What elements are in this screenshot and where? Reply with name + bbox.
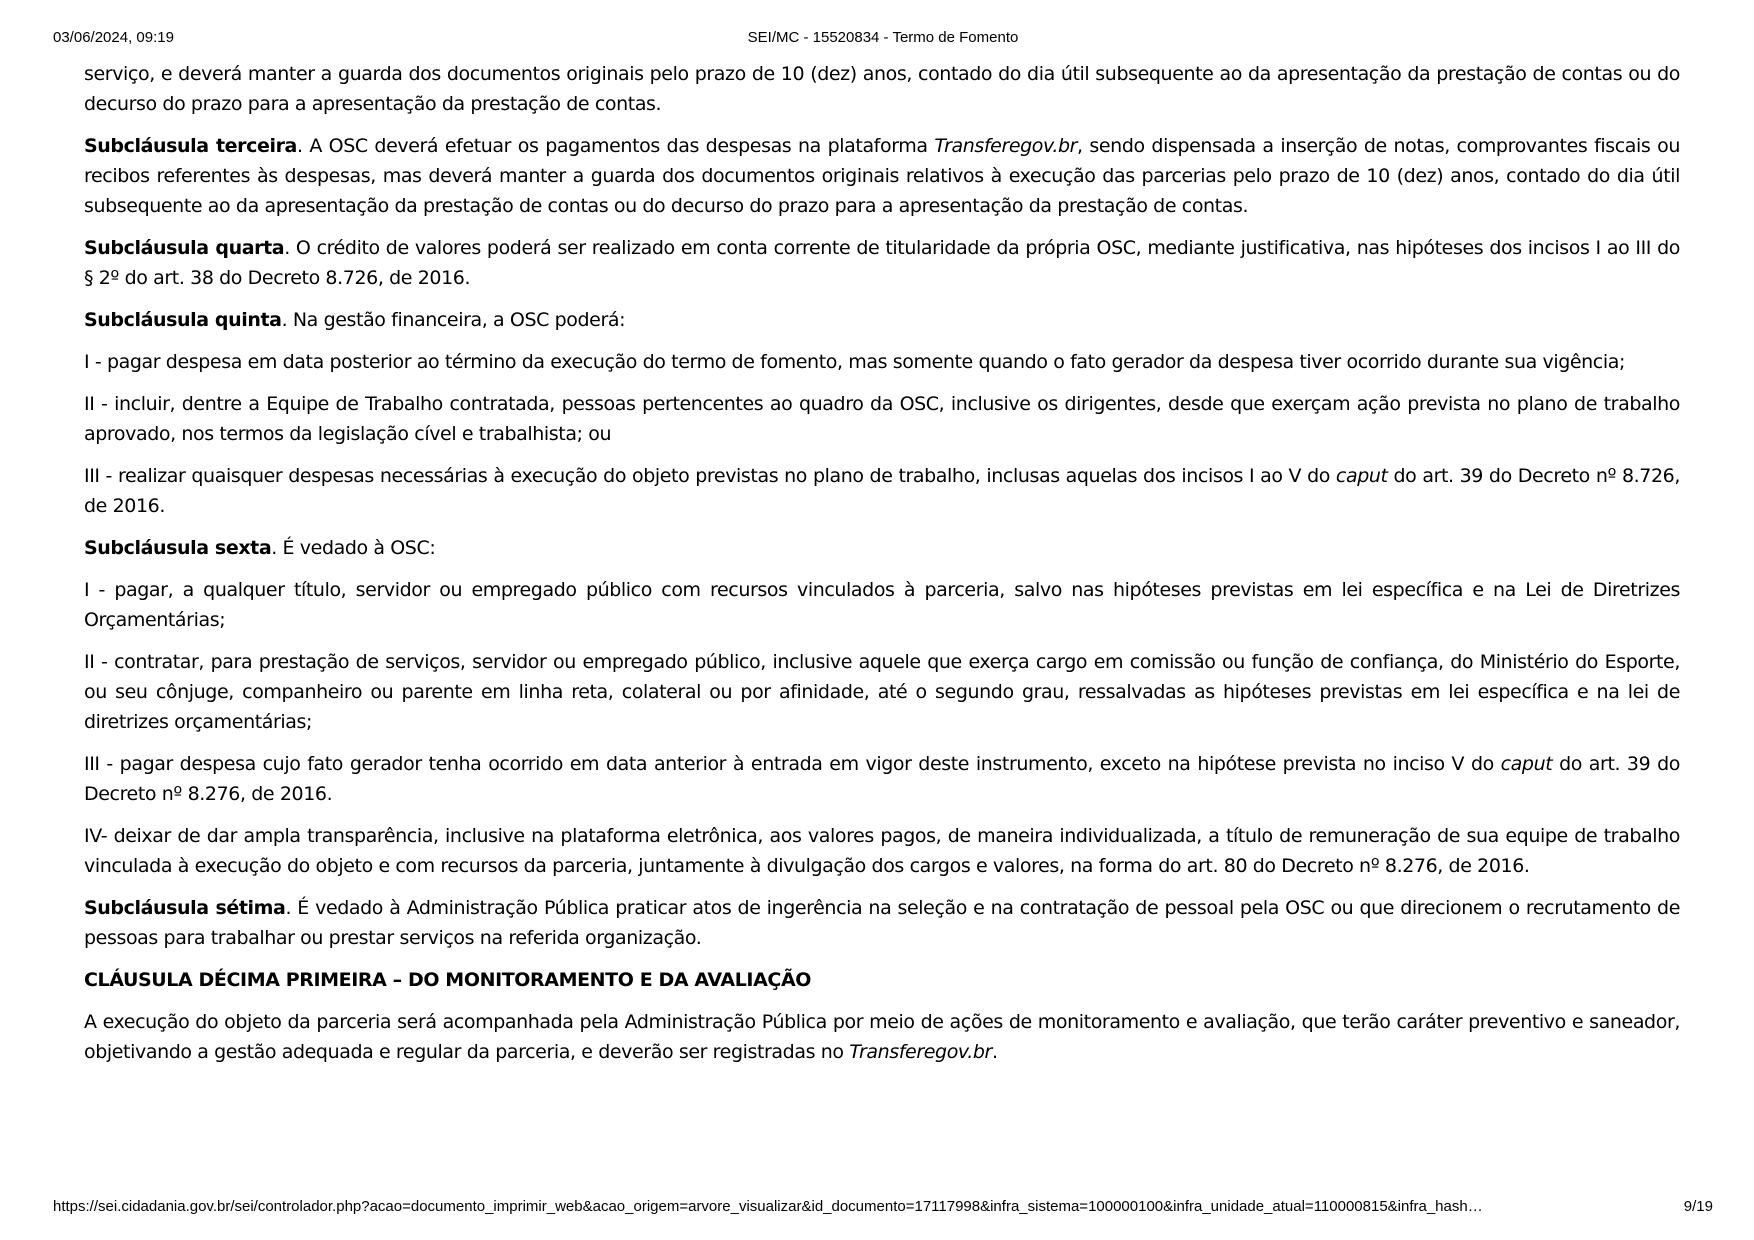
document-body (84, 59, 1680, 1079)
item-iii (84, 461, 1680, 521)
subclause-label: Subcláusula sétima (84, 897, 286, 919)
item-iii (84, 749, 1680, 809)
subclause-third (84, 131, 1680, 221)
subclause-label: Subcláusula quinta (84, 309, 282, 331)
clause-heading (84, 965, 1680, 995)
subclause-fifth (84, 305, 1680, 335)
paragraph-text: , sendo dispensada a inserção de notas, comprovantes fiscais ou recibos referentes às despesas, mas deverá manter a guarda dos documentos originais relativos à execução das parcerias pelo prazo de 10 (dez) anos, contado do dia útil subsequente ao da apresentação da prestação de contas ou do decurso do prazo para a apresentação da prestação de contas. (84, 135, 1680, 217)
clause-paragraph (84, 1007, 1680, 1067)
document-title: SEI/MC - 15520834 - Termo de Fomento (747, 29, 1019, 46)
page-url: https://sei.cidadania.gov.br/sei/controlador.php?acao=documento_imprimir_web&acao_origem=arvore_visualizar&id_documento=17117998&infra_sistema=100000100&infra_unidade_atual=110000815&infra_hash… (53, 1198, 1483, 1215)
subclause-fourth (84, 233, 1680, 293)
paragraph-text: . O crédito de valores poderá ser realizado em conta corrente de titularidade da própria OSC, mediante justificativa, nas hipóteses dos incisos I ao III do § 2º do art. 38 do Decreto 8.726, de 2016. (84, 237, 1680, 289)
platform-name: Transferegov.br (934, 135, 1078, 157)
paragraph-text: . É vedado à OSC: (271, 537, 436, 559)
item-iv: IV- deixar de dar ampla transparência, inclusive na plataforma eletrônica, aos valores pagos, de maneira individualizada, a título de remuneração de sua equipe de trabalho vinculada à execução do objeto e com recursos da parceria, juntamente à divulgação dos cargos e valores, na forma do art. 80 do Decreto nº 8.276, de 2016. (84, 825, 1680, 877)
subclause-sixth (84, 533, 1680, 563)
subclause-label: Subcláusula sexta (84, 537, 272, 559)
paragraph-continuation: serviço, e deverá manter a guarda dos documentos originais pelo prazo de 10 (dez) anos, contado do dia útil subsequente ao da apresentação da prestação de contas ou do decurso do prazo para a apresentação da prestação de contas. (84, 63, 1680, 115)
page-number: 9/19 (1683, 1198, 1713, 1215)
italic-term: caput (1500, 753, 1553, 775)
item-i: I - pagar despesa em data posterior ao término da execução do termo de fomento, mas somente quando o fato gerador da despesa tiver ocorrido durante sua vigência; (84, 351, 1625, 373)
paragraph-text: III - realizar quaisquer despesas necessárias à execução do objeto previstas no plano de trabalho, inclusas aquelas dos incisos I ao V do (84, 465, 1336, 487)
item-ii: II - incluir, dentre a Equipe de Trabalho contratada, pessoas pertencentes ao quadro da OSC, inclusive os dirigentes, desde que exerçam ação prevista no plano de trabalho aprovado, nos termos da legislação cível e trabalhista; ou (84, 393, 1680, 445)
paragraph-text: III - pagar despesa cujo fato gerador tenha ocorrido em data anterior à entrada em vigor deste instrumento, exceto na hipótese prevista no inciso V do (84, 753, 1501, 775)
paragraph-text: . Na gestão financeira, a OSC poderá: (281, 309, 626, 331)
print-datetime: 03/06/2024, 09:19 (53, 29, 174, 46)
platform-name: Transferegov.br (849, 1041, 992, 1063)
print-header (53, 29, 1713, 49)
paragraph-text: . A OSC deverá efetuar os pagamentos das despesas na plataforma (296, 135, 935, 157)
paragraph-text: . (991, 1041, 998, 1063)
clause-heading-text: CLÁUSULA DÉCIMA PRIMEIRA – DO MONITORAMENTO E DA AVALIAÇÃO (84, 969, 812, 991)
paragraph-text: A execução do objeto da parceria será acompanhada pela Administração Pública por meio de ações de monitoramento e avaliação, que terão caráter preventivo e saneador, objetivando a gestão adequada e regular da parceria, e deverão ser registradas no (84, 1011, 1680, 1063)
italic-term: caput (1335, 465, 1388, 487)
item-i: I - pagar, a qualquer título, servidor ou empregado público com recursos vinculados à parceria, salvo nas hipóteses previstas em lei específica e na Lei de Diretrizes Orçamentárias; (84, 579, 1680, 631)
paragraph-text: do art. 39 do Decreto nº 8.726, de 2016. (84, 465, 1680, 517)
subclause-label: Subcláusula terceira (84, 135, 297, 157)
paragraph-text: do art. 39 do Decreto nº 8.276, de 2016. (84, 753, 1680, 805)
subclause-seventh (84, 893, 1680, 953)
paragraph-text: . É vedado à Administração Pública praticar atos de ingerência na seleção e na contratação de pessoal pela OSC ou que direcionem o recrutamento de pessoas para trabalhar ou prestar serviços na referida organização. (84, 897, 1680, 949)
print-footer (53, 1198, 1713, 1218)
item-ii: II - contratar, para prestação de serviços, servidor ou empregado público, inclusive aquele que exerça cargo em comissão ou função de confiança, do Ministério do Esporte, ou seu cônjuge, companheiro ou parente em linha reta, colateral ou por afinidade, até o segundo grau, ressalvadas as hipóteses previstas em lei específica e na lei de diretrizes orçamentárias; (84, 651, 1680, 733)
subclause-label: Subcláusula quarta (84, 237, 285, 259)
